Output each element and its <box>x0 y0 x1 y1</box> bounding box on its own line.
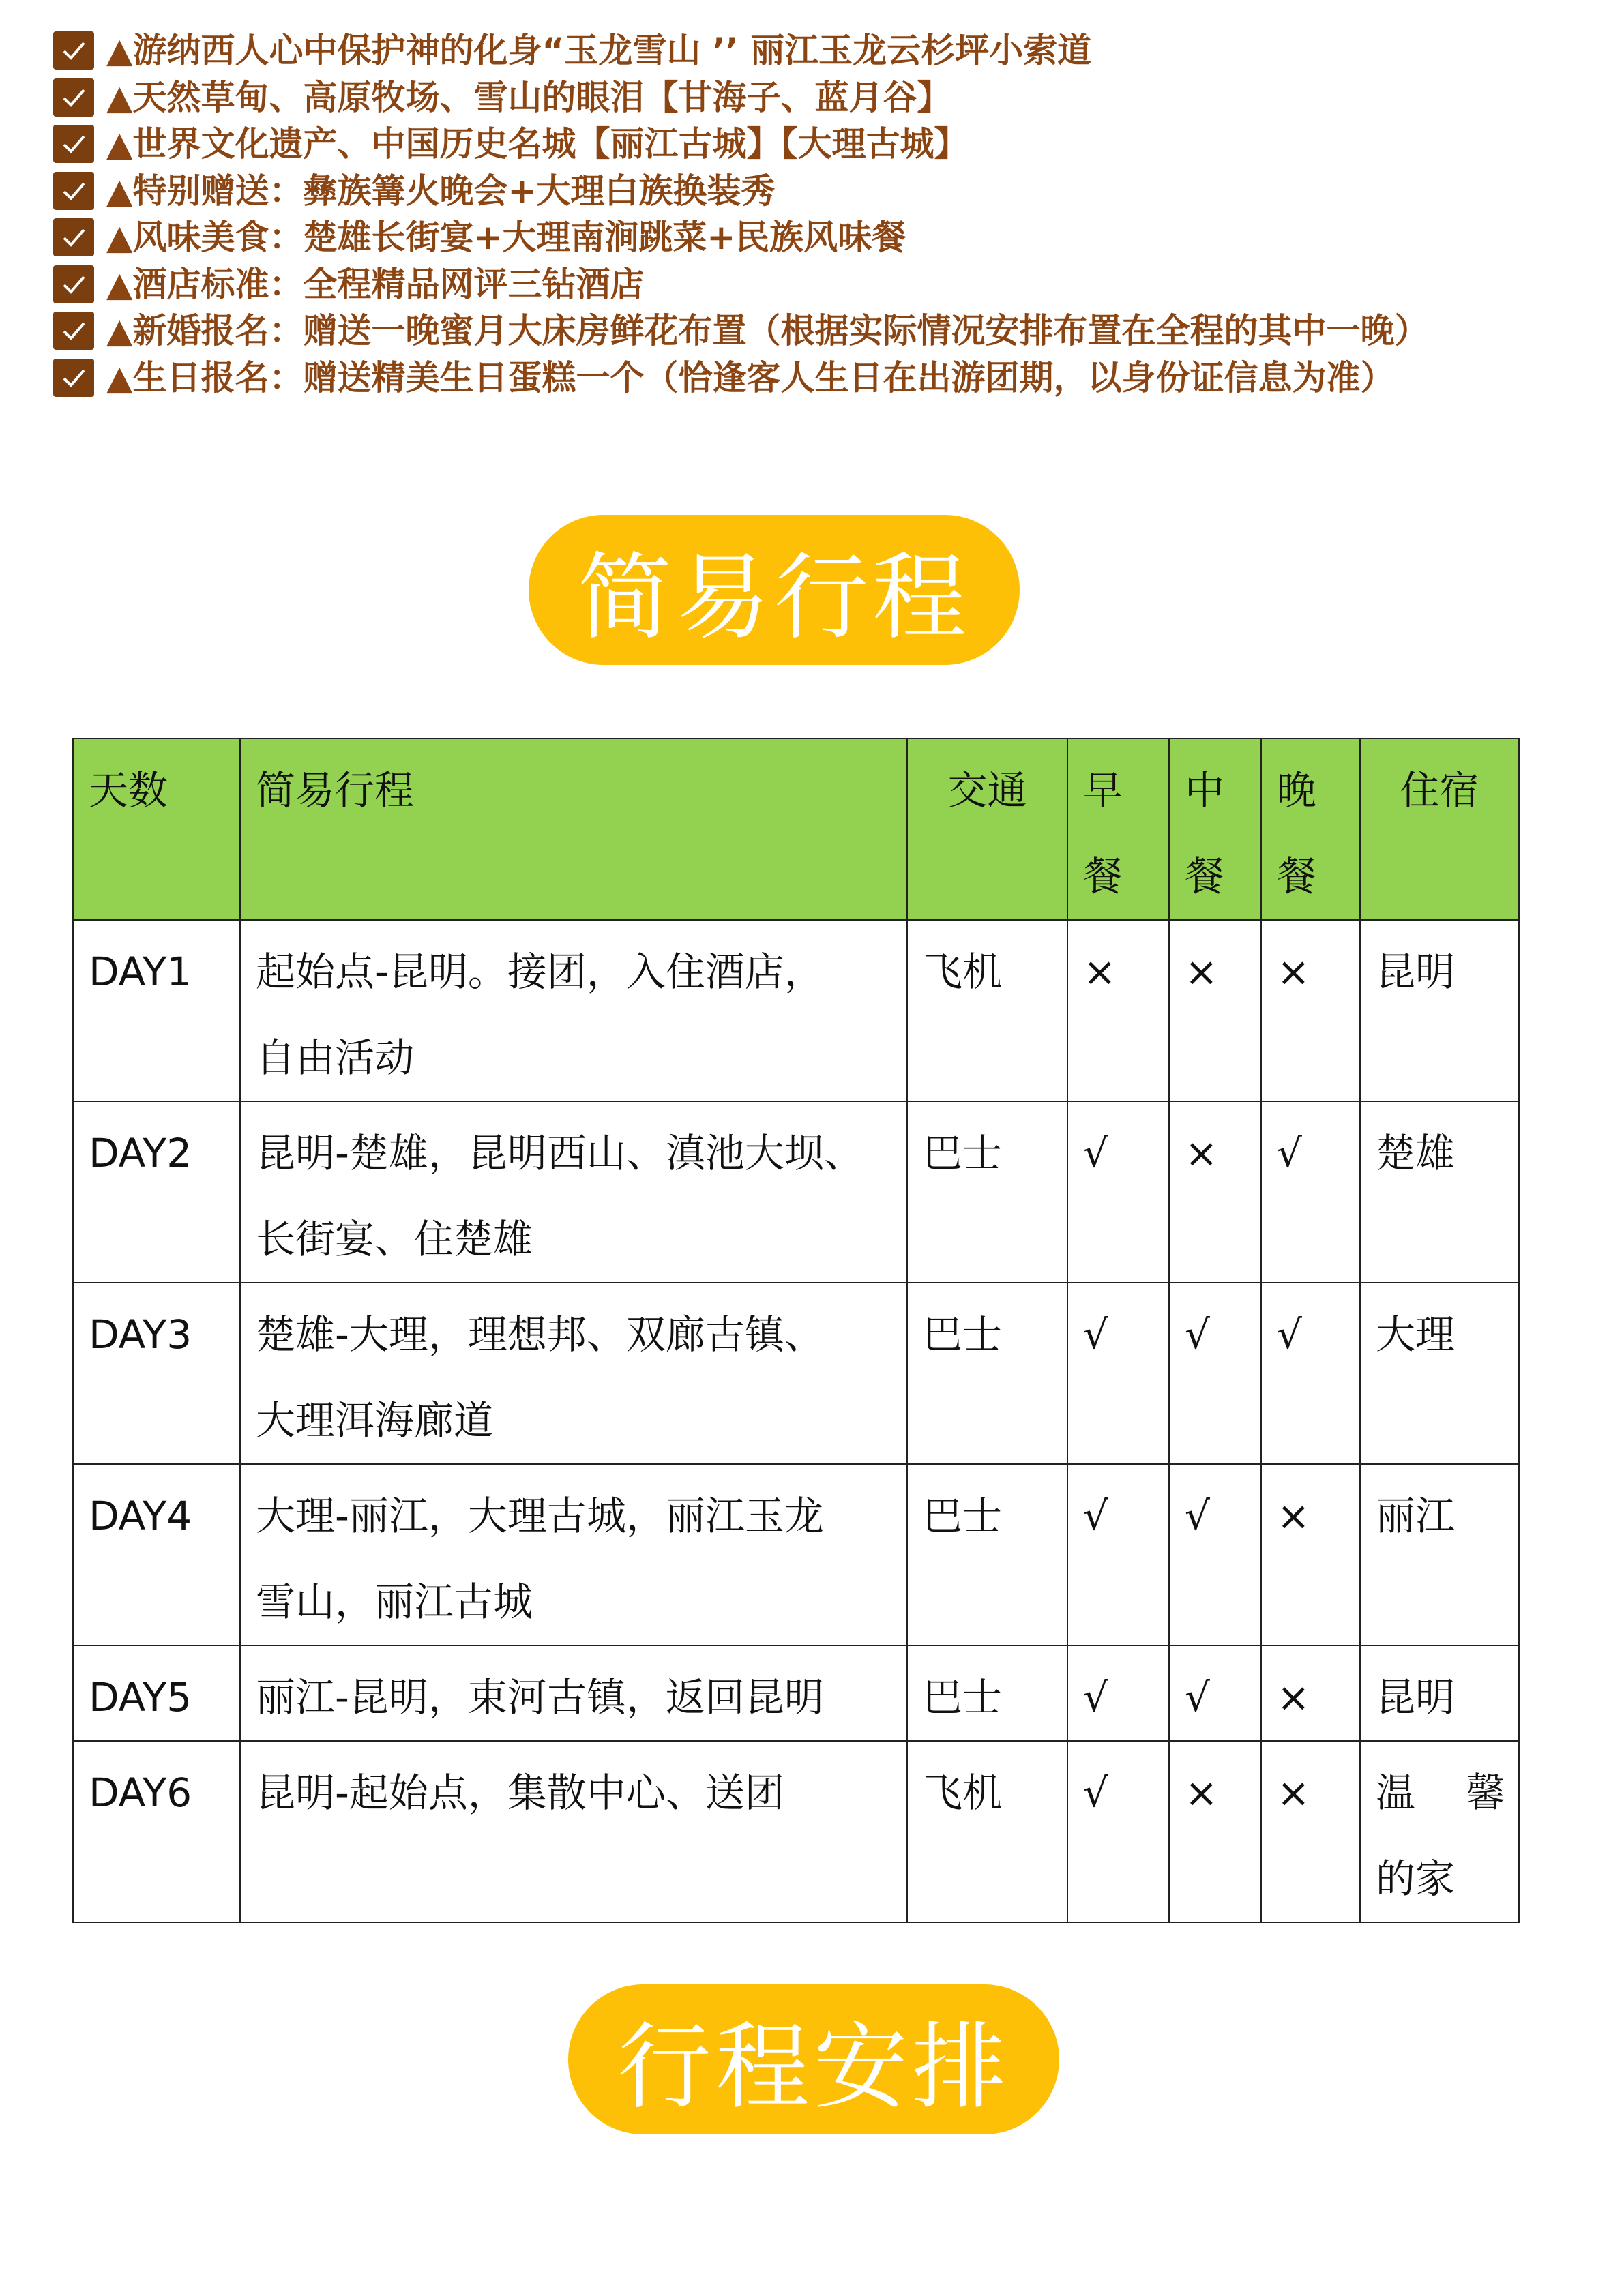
transport-cell: 飞机 <box>907 920 1067 1101</box>
table-row <box>73 1741 1519 1922</box>
stay-cell: 大理 <box>1360 1283 1519 1464</box>
itinerary-table <box>72 738 1520 1923</box>
transport-cell: 巴士 <box>907 1101 1067 1283</box>
highlight-text: ▲世界文化遗产、中国历史名城【丽江古城】【大理古城】 <box>106 124 969 164</box>
highlight-text: ▲特别赠送：彝族篝火晚会+大理白族换装秀 <box>106 170 776 211</box>
highlight-text: ▲风味美食：楚雄长街宴+大理南涧跳菜+民族风味餐 <box>106 218 906 258</box>
route-cell: 大理-丽江，大理古城，丽江玉龙 雪山，丽江古城 <box>240 1464 907 1645</box>
stay-cell: 丽江 <box>1360 1464 1519 1645</box>
checkbox-checked-icon <box>53 78 94 117</box>
stay-cell: 温 馨 的家 <box>1360 1741 1519 1922</box>
transport-cell: 飞机 <box>907 1741 1067 1922</box>
route-cell: 丽江-昆明，束河古镇，返回昆明 <box>240 1645 907 1741</box>
transport-cell: 巴士 <box>907 1645 1067 1741</box>
section-heading-brief-itinerary: 简易行程 <box>529 515 1020 665</box>
day-cell: DAY6 <box>73 1741 240 1922</box>
checkbox-checked-icon <box>53 312 94 350</box>
table-header-row <box>73 739 1519 920</box>
table-row <box>73 1645 1519 1741</box>
breakfast-cell: √ <box>1067 1283 1169 1464</box>
highlight-item <box>53 168 1615 215</box>
highlight-item <box>53 74 1615 121</box>
day-cell: DAY1 <box>73 920 240 1101</box>
transport-cell: 巴士 <box>907 1464 1067 1645</box>
stay-cell: 楚雄 <box>1360 1101 1519 1283</box>
table-row <box>73 1101 1519 1283</box>
dinner-cell: × <box>1261 920 1360 1101</box>
header-breakfast: 早 餐 <box>1067 739 1169 920</box>
highlight-item <box>53 27 1615 74</box>
highlight-item <box>53 308 1615 355</box>
lunch-cell: √ <box>1169 1464 1261 1645</box>
highlight-item <box>53 355 1615 402</box>
highlights-list <box>53 27 1615 401</box>
checkbox-checked-icon <box>53 359 94 397</box>
highlight-text: ▲游纳西人心中保护神的化身“玉龙雪山 ’’ 丽江玉龙云杉坪小索道 <box>106 31 1092 71</box>
header-dinner: 晚 餐 <box>1261 739 1360 920</box>
lunch-cell: × <box>1169 1741 1261 1922</box>
day-cell: DAY2 <box>73 1101 240 1283</box>
dinner-cell: × <box>1261 1741 1360 1922</box>
checkbox-checked-icon <box>53 31 94 70</box>
lunch-cell: √ <box>1169 1645 1261 1741</box>
highlight-item <box>53 214 1615 261</box>
header-lunch: 中 餐 <box>1169 739 1261 920</box>
lunch-cell: × <box>1169 920 1261 1101</box>
highlight-text: ▲新婚报名：赠送一晚蜜月大床房鲜花布置（根据实际情况安排布置在全程的其中一晚） <box>106 311 1429 351</box>
header-day: 天数 <box>73 739 240 920</box>
breakfast-cell: √ <box>1067 1645 1169 1741</box>
transport-cell: 巴士 <box>907 1283 1067 1464</box>
breakfast-cell: √ <box>1067 1464 1169 1645</box>
lunch-cell: √ <box>1169 1283 1261 1464</box>
dinner-cell: √ <box>1261 1101 1360 1283</box>
dinner-cell: × <box>1261 1464 1360 1645</box>
table-row <box>73 1464 1519 1645</box>
checkbox-checked-icon <box>53 125 94 163</box>
header-stay: 住宿 <box>1360 739 1519 920</box>
table-row <box>73 1283 1519 1464</box>
highlight-item <box>53 261 1615 308</box>
day-cell: DAY4 <box>73 1464 240 1645</box>
highlight-text: ▲酒店标准：全程精品网评三钻酒店 <box>106 264 645 304</box>
table-row <box>73 920 1519 1101</box>
route-cell: 昆明-楚雄，昆明西山、滇池大坝、 长街宴、住楚雄 <box>240 1101 907 1283</box>
stay-cell: 昆明 <box>1360 920 1519 1101</box>
route-cell: 昆明-起始点，集散中心、送团 <box>240 1741 907 1922</box>
section-heading-itinerary-arrangement: 行程安排 <box>568 1984 1059 2134</box>
route-cell: 起始点-昆明。接团，入住酒店， 自由活动 <box>240 920 907 1101</box>
stay-cell: 昆明 <box>1360 1645 1519 1741</box>
header-transport: 交通 <box>907 739 1067 920</box>
dinner-cell: √ <box>1261 1283 1360 1464</box>
breakfast-cell: × <box>1067 920 1169 1101</box>
highlight-text: ▲天然草甸、高原牧场、雪山的眼泪【甘海子、蓝月谷】 <box>106 77 951 117</box>
header-route: 简易行程 <box>240 739 907 920</box>
day-cell: DAY3 <box>73 1283 240 1464</box>
breakfast-cell: √ <box>1067 1741 1169 1922</box>
highlight-text: ▲生日报名：赠送精美生日蛋糕一个（恰逢客人生日在出游团期，以身份证信息为准） <box>106 357 1395 398</box>
highlight-item <box>53 121 1615 168</box>
dinner-cell: × <box>1261 1645 1360 1741</box>
checkbox-checked-icon <box>53 172 94 210</box>
breakfast-cell: √ <box>1067 1101 1169 1283</box>
route-cell: 楚雄-大理，理想邦、双廊古镇、 大理洱海廊道 <box>240 1283 907 1464</box>
lunch-cell: × <box>1169 1101 1261 1283</box>
checkbox-checked-icon <box>53 265 94 303</box>
day-cell: DAY5 <box>73 1645 240 1741</box>
checkbox-checked-icon <box>53 218 94 256</box>
